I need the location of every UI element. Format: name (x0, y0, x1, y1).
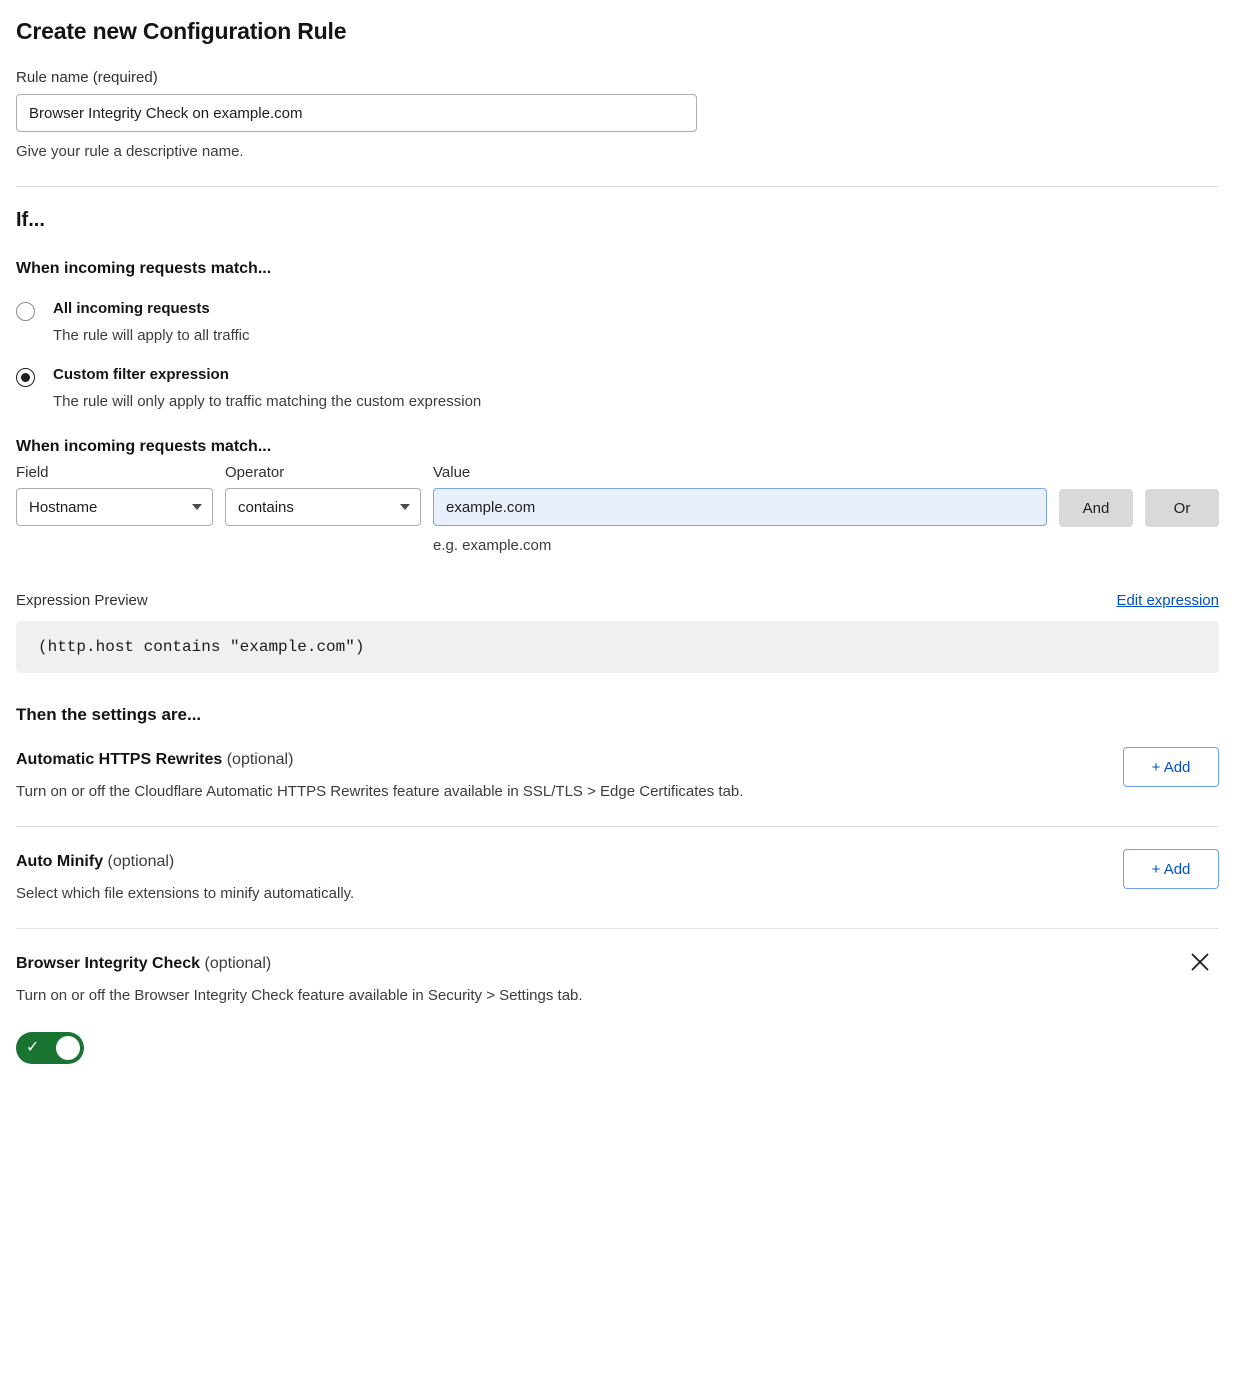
divider (16, 186, 1219, 187)
and-button[interactable]: And (1059, 489, 1133, 527)
chevron-down-icon (400, 504, 410, 510)
setting-optional: (optional) (222, 751, 294, 768)
operator-select[interactable] (225, 488, 421, 526)
setting-description: Select which file extensions to minify automatically. (16, 885, 355, 902)
operator-column (225, 464, 421, 526)
value-column (433, 464, 1047, 554)
field-column (16, 464, 213, 526)
setting-automatic-https-rewrites (16, 725, 1219, 800)
page-title: Create new Configuration Rule (16, 18, 347, 44)
if-heading: If... (16, 209, 45, 231)
field-label: Field (16, 464, 49, 481)
setting-name (16, 853, 1219, 871)
setting-description: Turn on or off the Browser Integrity Check feature available in Security > Settings tab. (16, 987, 583, 1004)
expression-preview-box: (http.host contains "example.com") (16, 621, 1219, 673)
close-icon[interactable] (1187, 949, 1213, 975)
setting-title: Browser Integrity Check (16, 955, 201, 972)
chevron-down-icon (192, 504, 202, 510)
radio-custom-expression-desc: The rule will only apply to traffic matching the custom expression (53, 393, 482, 410)
add-automatic-https-rewrites-button[interactable]: + Add (1123, 747, 1219, 787)
radio-custom-expression-label: Custom filter expression (53, 366, 229, 383)
setting-browser-integrity-check (16, 929, 1219, 1064)
radio-all-requests-label: All incoming requests (53, 300, 210, 317)
setting-optional: (optional) (200, 955, 272, 972)
radio-option-custom-expression[interactable] (16, 366, 1219, 410)
and-button-wrap (1059, 464, 1133, 527)
or-button-wrap (1145, 464, 1219, 527)
field-select[interactable] (16, 488, 213, 526)
edit-expression-link[interactable]: Edit expression (1116, 592, 1219, 609)
radio-all-requests-circle[interactable] (16, 302, 35, 321)
rule-name-input[interactable]: Browser Integrity Check on example.com (16, 94, 697, 132)
radio-all-requests-desc: The rule will apply to all traffic (53, 327, 250, 344)
or-button[interactable]: Or (1145, 489, 1219, 527)
setting-title: Auto Minify (16, 853, 104, 870)
browser-integrity-check-toggle[interactable] (16, 1032, 84, 1064)
rule-name-label: Rule name (required) (16, 69, 158, 86)
setting-name (16, 751, 1219, 769)
operator-select-value: contains (238, 498, 294, 516)
setting-title: Automatic HTTPS Rewrites (16, 751, 223, 768)
radio-option-all-requests[interactable] (16, 300, 1219, 344)
radio-custom-expression-circle[interactable] (16, 368, 35, 387)
expression-preview-label: Expression Preview (16, 592, 148, 609)
add-auto-minify-button[interactable]: + Add (1123, 849, 1219, 889)
then-heading: Then the settings are... (16, 705, 202, 724)
field-select-value: Hostname (29, 498, 98, 516)
rule-name-helper: Give your rule a descriptive name. (16, 143, 244, 160)
toggle-knob (56, 1036, 80, 1060)
value-input[interactable]: example.com (433, 488, 1047, 526)
setting-description: Turn on or off the Cloudflare Automatic HTTPS Rewrites feature available in SSL/TLS > Edge Certificates tab. (16, 783, 744, 800)
setting-optional: (optional) (103, 853, 175, 870)
operator-label: Operator (225, 464, 285, 481)
check-icon: ✓ (26, 1039, 40, 1056)
setting-name (16, 955, 1219, 973)
expression-preview-header (16, 592, 1219, 609)
value-hint: e.g. example.com (433, 537, 552, 554)
expression-builder-row (16, 464, 1219, 554)
match-heading: When incoming requests match... (16, 260, 272, 277)
setting-auto-minify (16, 827, 1219, 902)
expression-builder-heading: When incoming requests match... (16, 438, 272, 455)
value-label: Value (433, 464, 471, 481)
